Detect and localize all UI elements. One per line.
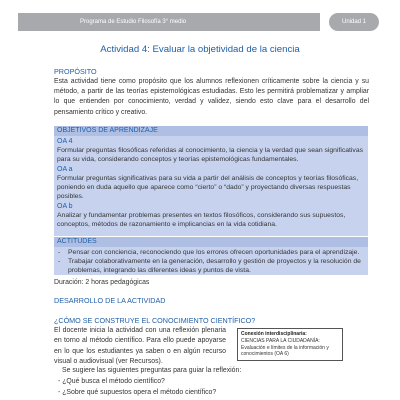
oa-text: Analizar y fundamentar problemas presentes en textos filosóficos, considerando sus supuestos, conceptos, métodos de razonamiento e implicancias en la vida cotidiana. (57, 212, 346, 228)
pregunta-heading: ¿CÓMO SE CONSTRUYE EL CONOCIMIENTO CIENTÍFICO? (54, 316, 256, 325)
oa-text: Formular preguntas significativas para su vida a partir del análisis de conceptos y teorías filosóficas, poniendo en duda aquello que aparece como “cierto” o “dado” y proyectando diversas respuestas posibles. (57, 175, 359, 200)
question-text: ¿Qué busca el método científico? (62, 378, 165, 385)
list-item: - Pensar con conciencia, reconociendo que los errores ofrecen oportunidades para el aprendizaje. (57, 248, 365, 257)
question-item: - ¿Qué busca el método científico? (58, 378, 165, 385)
question-text: ¿Sobre qué supuestos opera el método científico? (62, 389, 217, 396)
oa-code: OA 4 (57, 138, 73, 145)
proposito-heading: PROPÓSITO (54, 67, 97, 76)
actitudes-box (54, 237, 368, 275)
question-item: - ¿Sobre qué supuestos opera el método científico? (58, 389, 217, 396)
program-name: Programa de Estudio Filosofía 3° medio (80, 19, 187, 25)
objetivos-heading: OBJETIVOS DE APRENDIZAJE (54, 126, 368, 136)
unit-badge: Unidad 1 (329, 13, 379, 31)
oa-text: Formular preguntas filosóficas referidas al conocimiento, la ciencia y la verdad que sean significativas para su vida, considerando conceptos y teorías epistemológicas fundamentales. (57, 147, 364, 163)
oa-code: OA b (57, 203, 73, 210)
objetivos-box (54, 126, 368, 236)
proposito-text: Esta actividad tiene como propósito que los alumnos reflexionen críticamente sobre la ciencia y su método, a partir de las teorías epistemológicas estudiadas. Esto les permitirá problematizar y ampliar lo que entienden por conocimiento, verdad y validez, siendo esto clave para el desarrollo del pensamiento crítico y creativo. (54, 78, 369, 116)
page-header (0, 13, 400, 31)
sugerencia-text: Se sugiere las siguientes preguntas para guiar la reflexión: (62, 367, 242, 374)
actitudes-heading: ACTITUDES (54, 237, 368, 247)
intro-text: El docente inicia la actividad con una reflexión plenaria en torno al método científico. Para ello puede apoyarse en lo que los estudiantes ya saben o en algún recurso visual o audiovisual (ver Recursos). (54, 327, 226, 365)
conexion-box (237, 328, 343, 361)
list-item: - Trabajar colaborativamente en la generación, desarrollo y gestión de proyectos y la resolución de problemas, integrando las diferentes ideas y puntos de vista. (57, 257, 365, 275)
desarrollo-heading: DESARROLLO DE LA ACTIVIDAD (54, 296, 166, 305)
conexion-title: Conexión interdisciplinaria: (241, 331, 307, 337)
actitudes-list (57, 248, 365, 275)
oa-code: OA a (57, 166, 73, 173)
header-strip (18, 13, 320, 31)
page-title: Actividad 4: Evaluar la objetividad de la ciencia (100, 44, 300, 55)
duracion: Duración: 2 horas pedagógicas (54, 279, 150, 286)
conexion-text: CIENCIAS PARA LA CIUDADANÍA: Evaluación e límites de la información y conocimientos (OA 6) (241, 338, 329, 357)
